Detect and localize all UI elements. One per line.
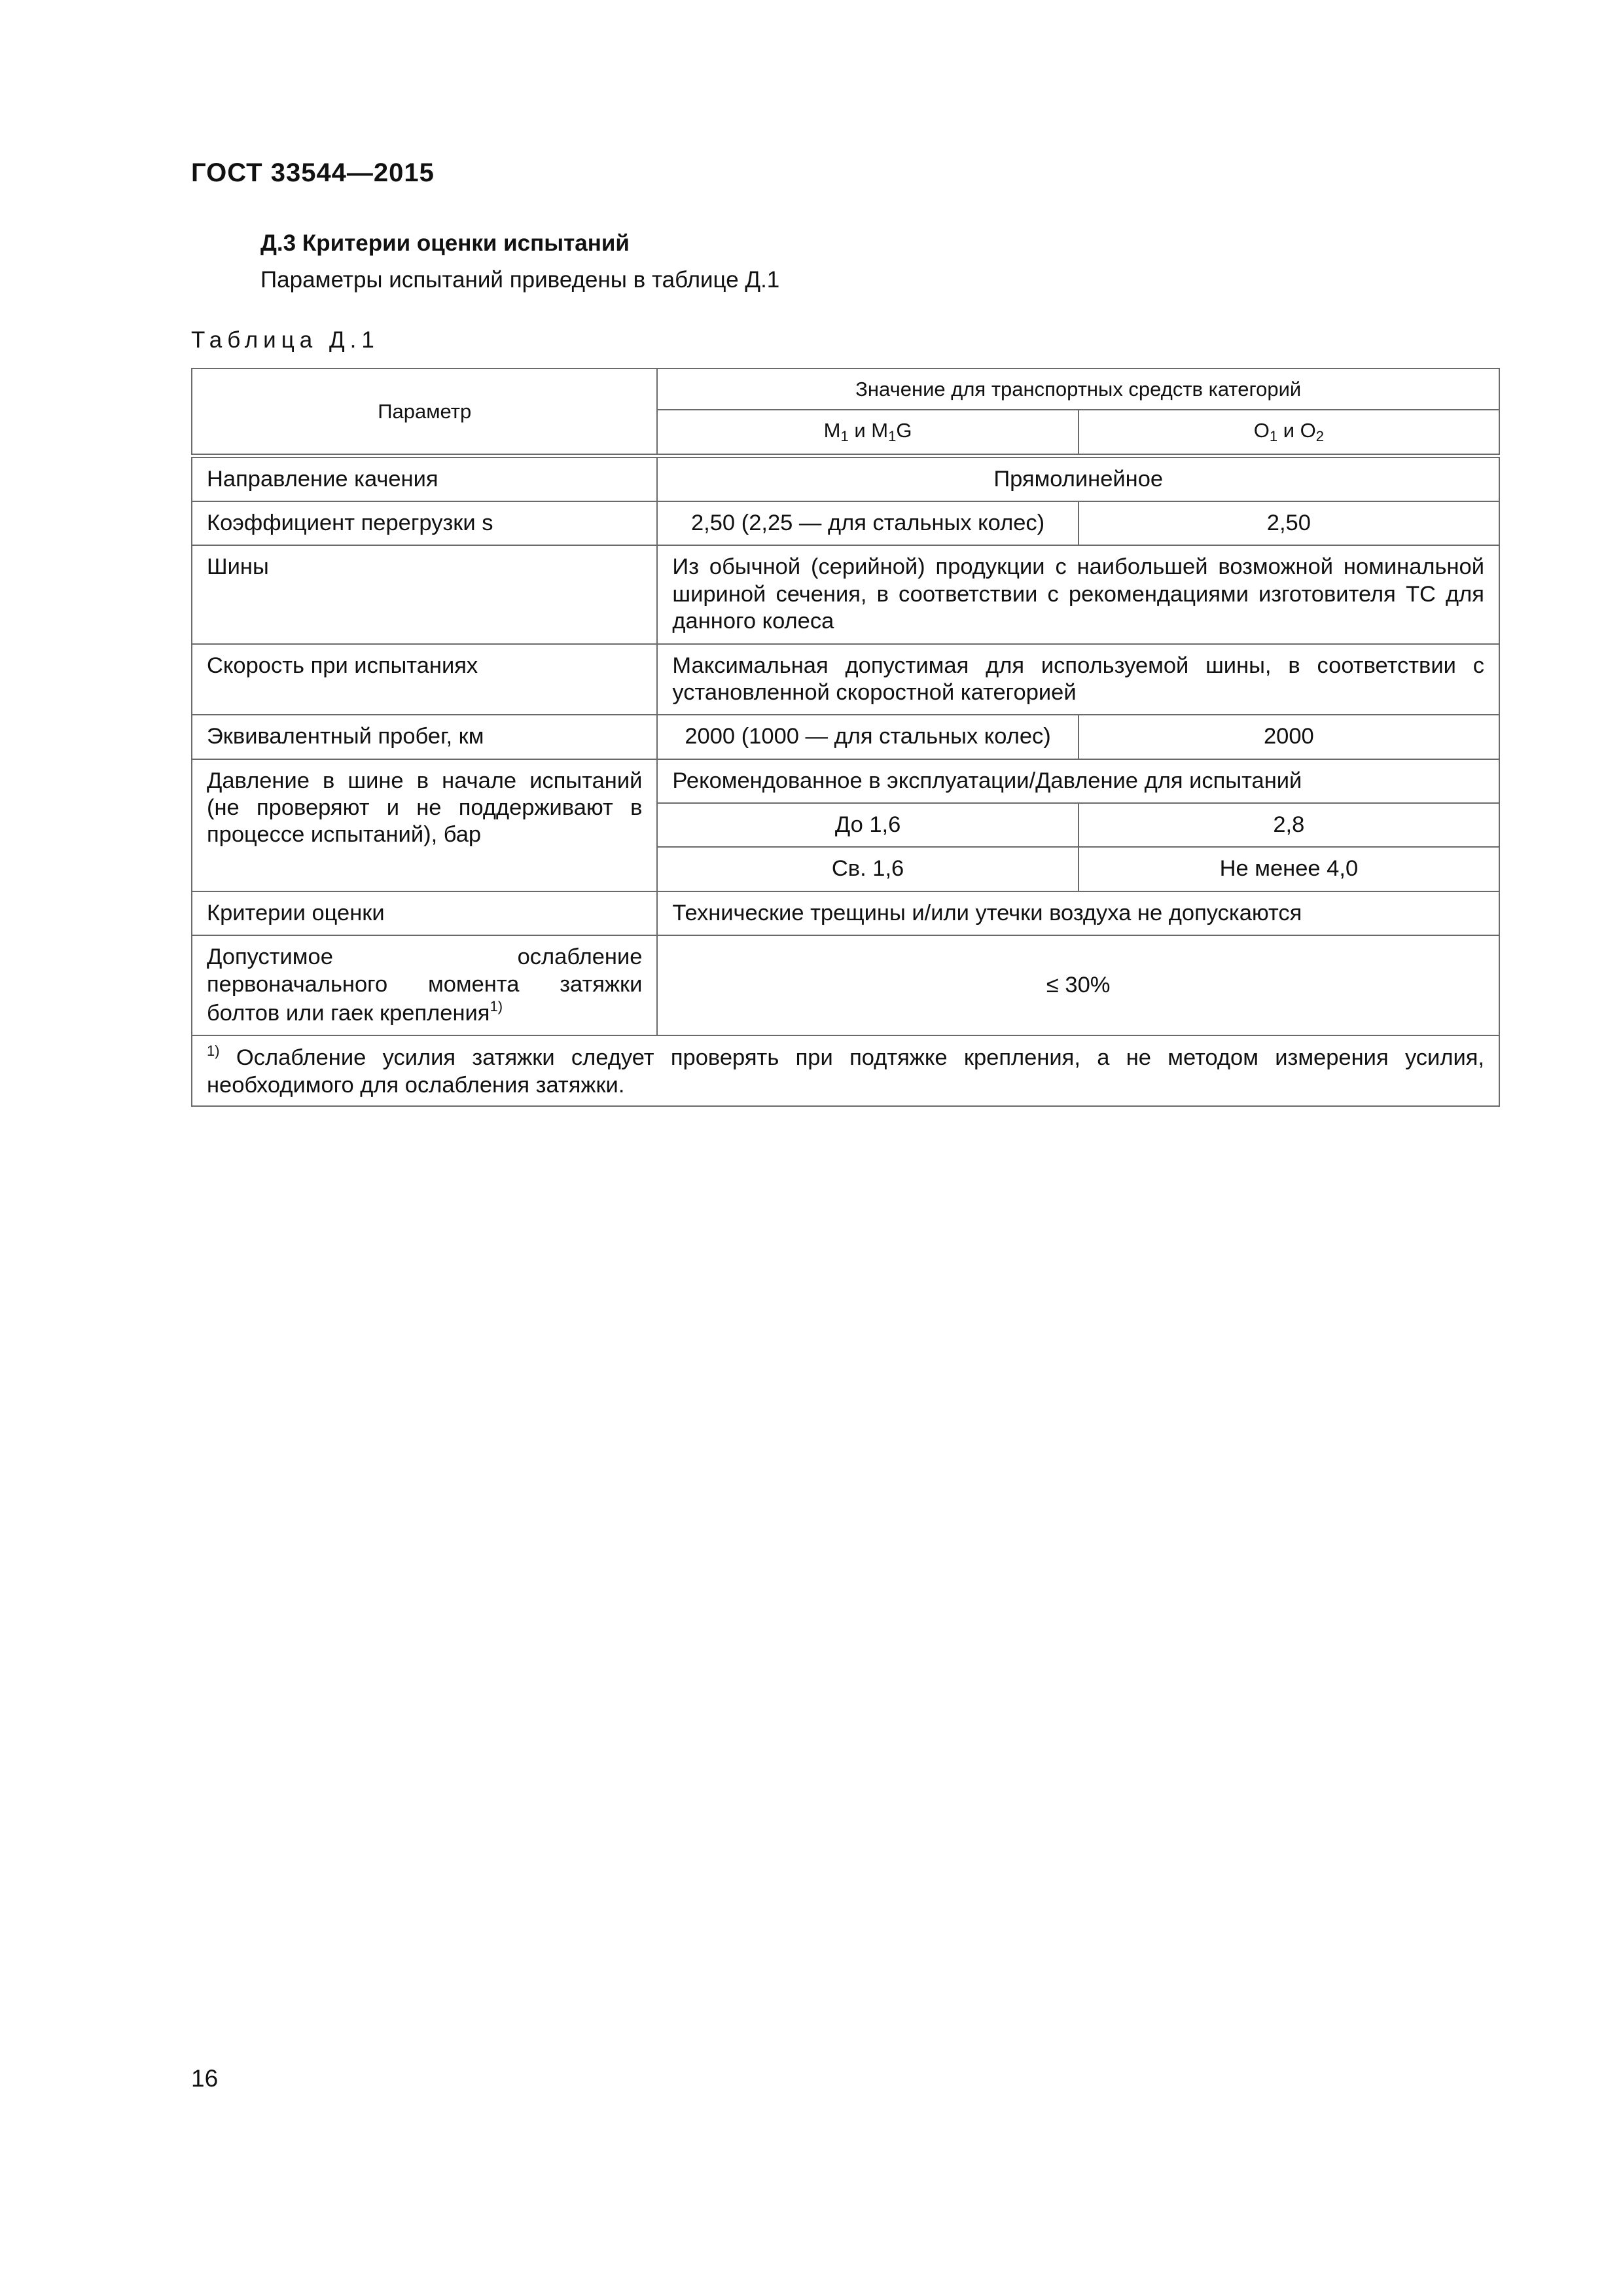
table-footnote-row bbox=[192, 1035, 1499, 1106]
row-value-o: 2000 bbox=[1079, 715, 1499, 759]
row-param: Шины bbox=[192, 545, 657, 643]
row-param: Направление качения bbox=[192, 456, 657, 501]
row-value-m: Св. 1,6 bbox=[657, 847, 1078, 891]
header-param: Параметр bbox=[192, 368, 657, 456]
row-value: Технические трещины и/или утечки воздуха не допускаются bbox=[657, 891, 1499, 935]
table-row bbox=[192, 456, 1499, 501]
header-category-o: $O_1$ и $O_2$ bbox=[1079, 410, 1499, 456]
table-row bbox=[192, 501, 1499, 545]
row-param: Допустимое ослабление первоначального момента затяжки болтов или гаек крепления$^{1)}$ bbox=[192, 935, 657, 1035]
footnote-ref: 1) bbox=[490, 998, 503, 1015]
page-number: 16 bbox=[191, 2065, 219, 2092]
row-param: Эквивалентный пробег, км bbox=[192, 715, 657, 759]
row-value: Рекомендованное в эксплуатации/Давление для испытаний bbox=[657, 759, 1499, 803]
table-row bbox=[192, 759, 1499, 803]
table-footnote: $^{1)}$ Ослабление усилия затяжки следует проверять при подтяжке крепления, а не методом измерения усилия, необходимого для ослабления затяжки. bbox=[192, 1035, 1499, 1106]
table-row bbox=[192, 644, 1499, 715]
row-param: Скорость при испытаниях bbox=[192, 644, 657, 715]
parameters-table bbox=[191, 368, 1500, 1107]
row-value-m: 2,50 (2,25 — для стальных колес) bbox=[657, 501, 1078, 545]
row-value: ≤ 30% bbox=[657, 935, 1499, 1035]
row-value-m: 2000 (1000 — для стальных колес) bbox=[657, 715, 1078, 759]
row-param: Критерии оценки bbox=[192, 891, 657, 935]
table-caption: Таблица Д.1 bbox=[191, 327, 380, 353]
header-value-group: Значение для транспортных средств категорий bbox=[657, 368, 1499, 410]
section-title: Д.3 Критерии оценки испытаний bbox=[260, 230, 630, 256]
table-header-row bbox=[192, 368, 1499, 410]
row-param: Давление в шине в начале испытаний (не проверяют и не поддерживают в процессе испытаний), бар bbox=[192, 759, 657, 891]
table-row bbox=[192, 545, 1499, 643]
table-row bbox=[192, 715, 1499, 759]
table-row bbox=[192, 891, 1499, 935]
row-value-o: Не менее 4,0 bbox=[1079, 847, 1499, 891]
row-value-o: 2,50 bbox=[1079, 501, 1499, 545]
row-value-o: 2,8 bbox=[1079, 803, 1499, 847]
row-value: Прямолинейное bbox=[657, 456, 1499, 501]
row-value: Максимальная допустимая для используемой шины, в соответствии с установленной скоростной категорией bbox=[657, 644, 1499, 715]
row-param: Коэффициент перегрузки s bbox=[192, 501, 657, 545]
row-value: Из обычной (серийной) продукции с наибольшей возможной номинальной шириной сечения, в соответствии с рекомендациями изготовителя ТС для данного колеса bbox=[657, 545, 1499, 643]
table-row bbox=[192, 935, 1499, 1035]
footnote-marker: 1) bbox=[207, 1043, 220, 1060]
row-value-m: До 1,6 bbox=[657, 803, 1078, 847]
document-header: ГОСТ 33544—2015 bbox=[191, 158, 435, 187]
section-intro: Параметры испытаний приведены в таблице Д.1 bbox=[260, 267, 780, 293]
header-category-m: $M_1$ и $M_1G$ bbox=[657, 410, 1078, 456]
